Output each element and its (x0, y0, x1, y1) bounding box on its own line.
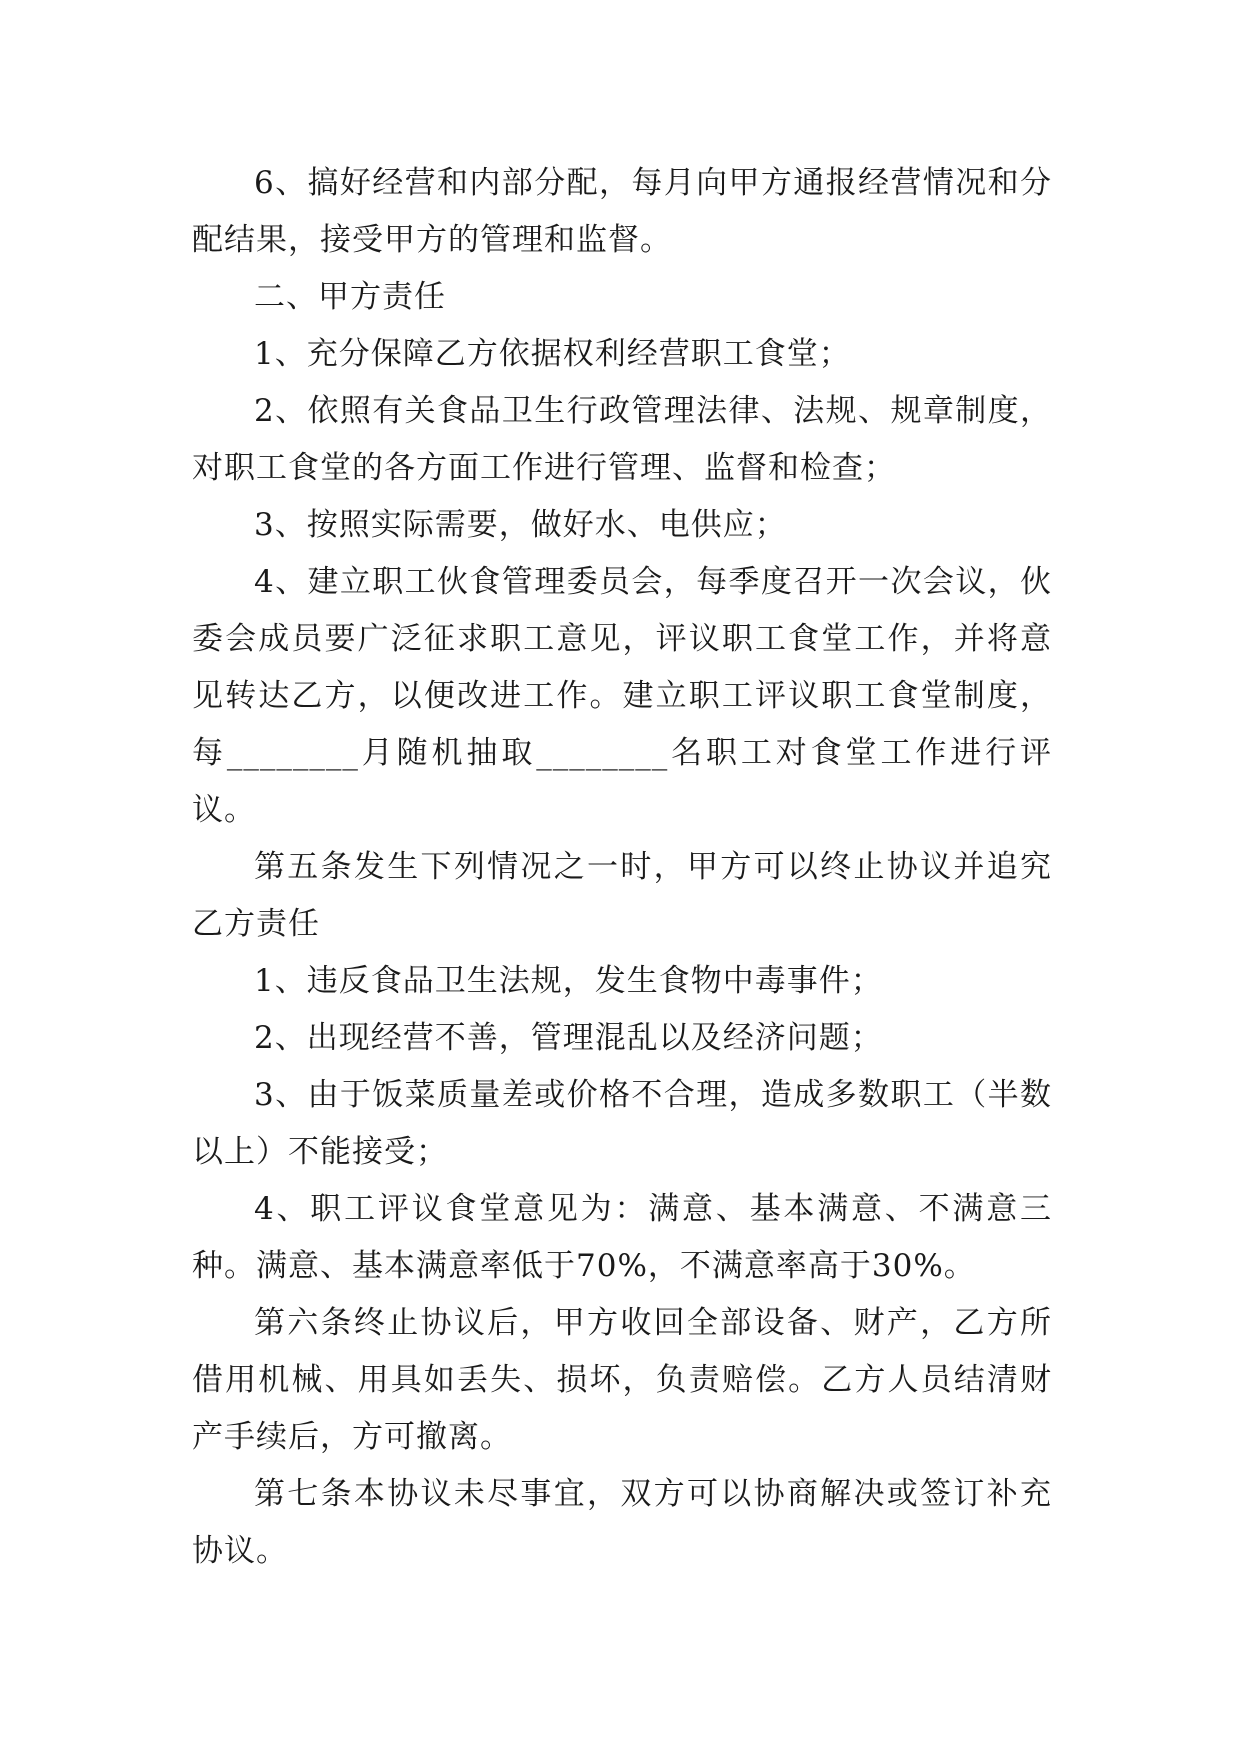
article-6: 第六条终止协议后，甲方收回全部设备、财产，乙方所借用机械、用具如丢失、损坏，负责赔偿。乙方人员结清财产手续后，方可撤离。 (192, 1305, 1052, 1455)
paragraph-party-a-2: 2、依照有关食品卫生行政管理法律、法规、规章制度，对职工食堂的各方面工作进行管理、监督和检查； (192, 393, 1052, 486)
paragraph-party-a-3: 3、按照实际需要，做好水、电供应； (254, 507, 787, 543)
paragraph-item-6: 6、搞好经营和内部分配，每月向甲方通报经营情况和分配结果，接受甲方的管理和监督。 (192, 165, 1052, 258)
paragraph-party-a-1: 1、充分保障乙方依据权利经营职工食堂； (254, 336, 851, 372)
article-7: 第七条本协议未尽事宜，双方可以协商解决或签订补充协议。 (192, 1476, 1052, 1569)
paragraph-party-a-4: 4、建立职工伙食管理委员会，每季度召开一次会议，伙委会成员要广泛征求职工意见，评议职工食堂工作，并将意见转达乙方，以便改进工作。建立职工评议职工食堂制度，每________月随机抽取________名职工对食堂工作进行评议。 (192, 564, 1052, 828)
article-5-item-2: 2、出现经营不善，管理混乱以及经济问题； (254, 1020, 883, 1056)
section-heading-party-a: 二、甲方责任 (254, 279, 446, 315)
article-5-item-4: 4、职工评议食堂意见为：满意、基本满意、不满意三种。满意、基本满意率低于70%，不满意率高于30%。 (192, 1191, 1052, 1284)
article-5-item-1: 1、违反食品卫生法规，发生食物中毒事件； (254, 963, 883, 999)
article-5-heading: 第五条发生下列情况之一时，甲方可以终止协议并追究乙方责任 (192, 849, 1052, 942)
article-5-item-3: 3、由于饭菜质量差或价格不合理，造成多数职工（半数以上）不能接受； (192, 1077, 1052, 1170)
document-body (192, 155, 1052, 1580)
